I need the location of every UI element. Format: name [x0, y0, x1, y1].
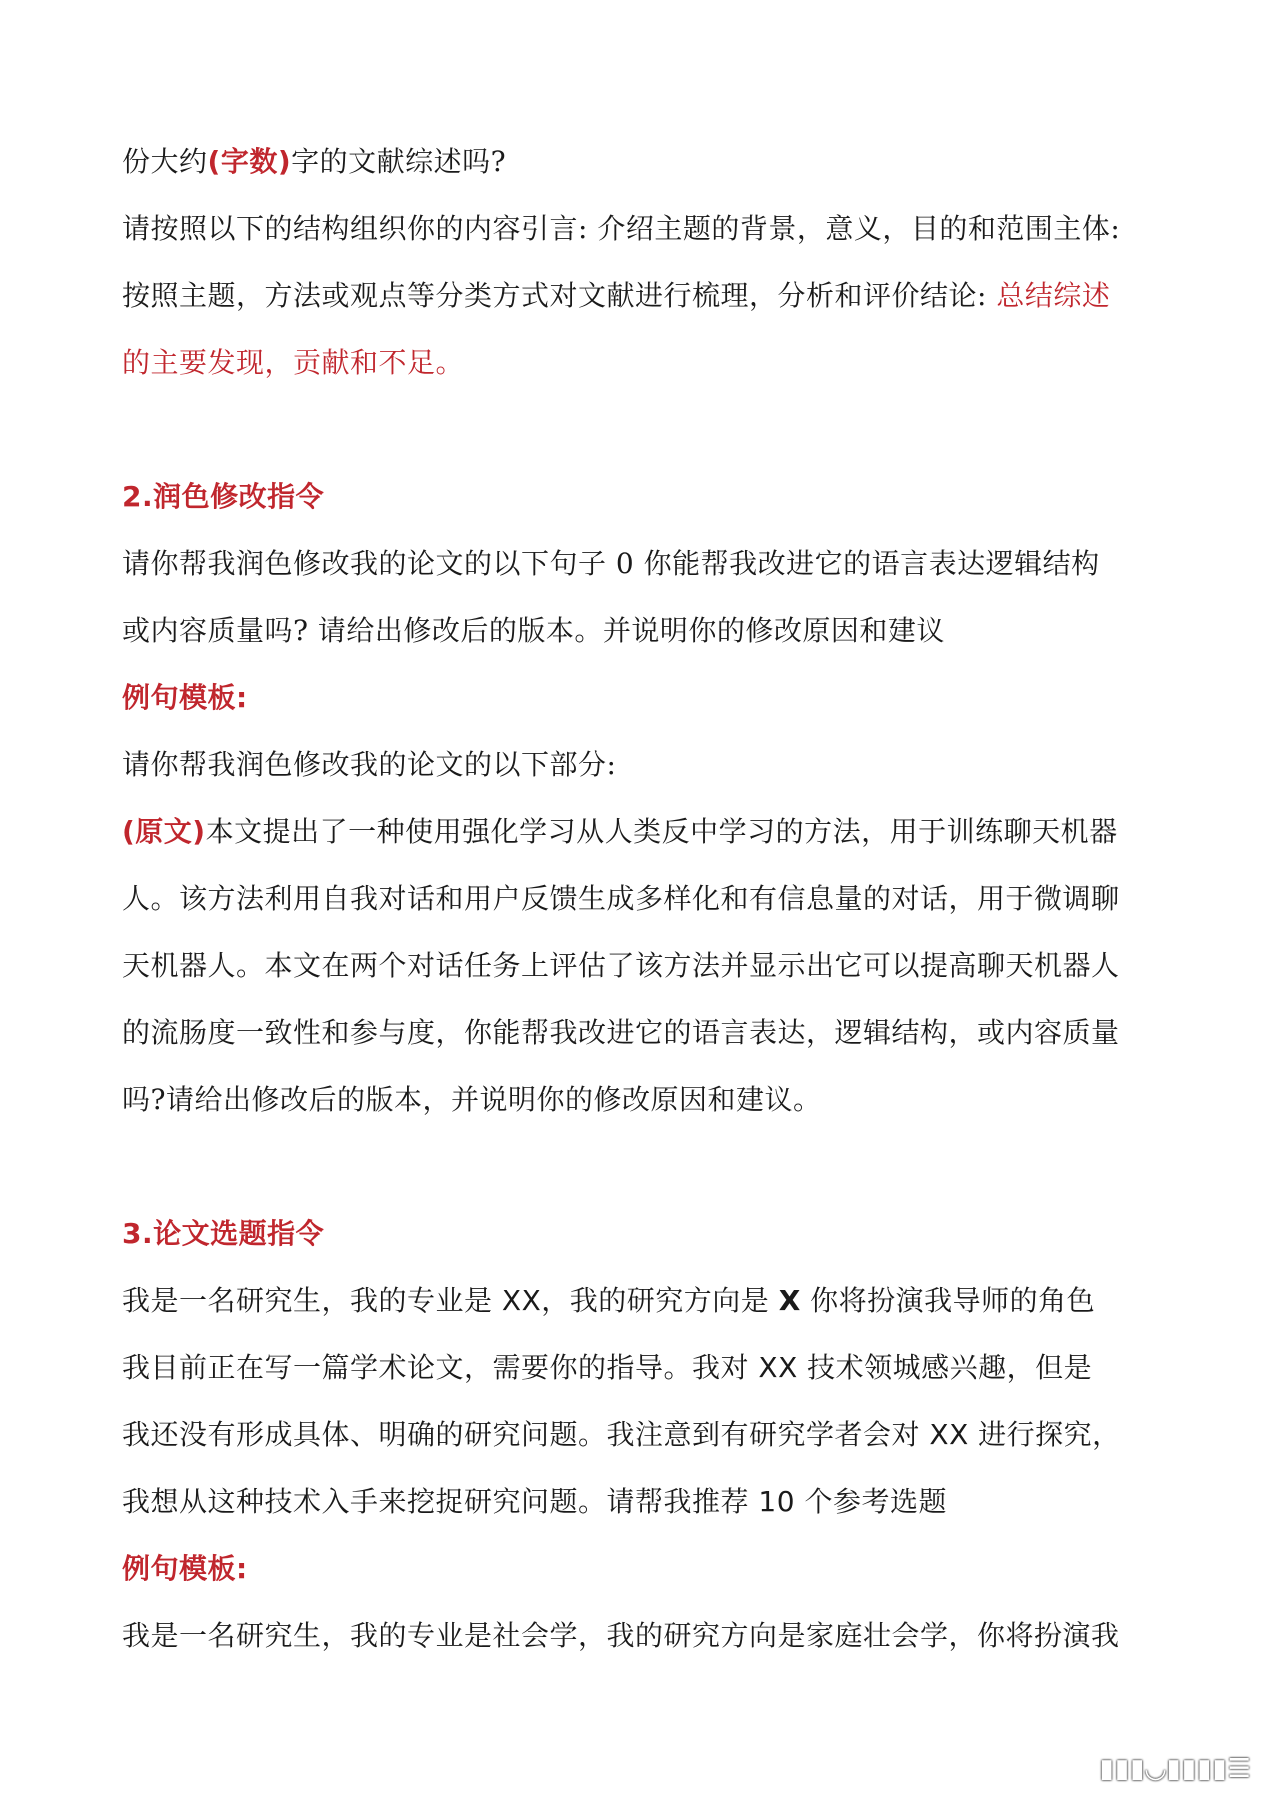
s3-line-2 [122, 1334, 1172, 1401]
count-number: 10 [758, 1485, 796, 1518]
placeholder-xx: XX [501, 1284, 542, 1317]
highlight-word-count: (字数) [207, 145, 292, 178]
text: 字的文献综述吗? [291, 145, 507, 178]
text: 份大约 [122, 145, 208, 178]
text: 我是一名研究生，我的专业是 [122, 1284, 502, 1317]
s1-line-3 [122, 262, 1172, 329]
text: 你将扮演我导师的角色 [800, 1284, 1096, 1317]
s1-line-1 [122, 128, 1172, 195]
s2-template-label: 例句模板: [122, 681, 248, 714]
s3-line-4 [122, 1468, 1172, 1535]
placeholder-x: X [778, 1284, 801, 1317]
s1-line-2: 请按照以下的结构组织你的内容引言: 介绍主题的背景，意义，目的和范围主体: [122, 212, 1121, 245]
spacer [122, 1133, 1172, 1200]
highlight-original: (原文) [122, 815, 206, 848]
placeholder-xx: XX [929, 1418, 969, 1451]
s2-template-line-2 [122, 798, 1172, 865]
spacer [122, 396, 1172, 463]
text: 个参考选题 [795, 1485, 947, 1518]
text: 我想从这种技术入手来挖捉研究问题。请帮我推荐 [122, 1485, 759, 1518]
s3-line-3 [122, 1401, 1172, 1468]
s3-template-line-1: 我是一名研究生，我的专业是社会学，我的研究方向是家庭壮会学，你将扮演我 [122, 1619, 1120, 1652]
s1-line-4: 的主要发现，贡献和不足。 [122, 346, 465, 379]
s3-template-label: 例句模板: [122, 1552, 248, 1585]
text: ，我的研究方向是 [541, 1284, 779, 1317]
section-3-heading: 3.论文选题指令 [122, 1217, 325, 1250]
highlight-conclusion: 总结综述 [996, 279, 1111, 312]
text: 我还没有形成具体、明确的研究问题。我注意到有研究学者会对 [122, 1418, 930, 1451]
s2-template-line-5: 的流肠度一致性和参与度，你能帮我改进它的语言表达，逻辑结构，或内容质量 [122, 1016, 1120, 1049]
s2-line-1: 请你帮我润色修改我的论文的以下句子 0 你能帮我改进它的语言表达逻辑结构 [122, 547, 1100, 580]
text: 进行探究， [968, 1418, 1121, 1451]
s2-line-2: 或内容质量吗? 请给出修改后的版本。并说明你的修改原因和建议 [122, 614, 945, 647]
text: 技术领城感兴趣，但是 [797, 1351, 1093, 1384]
s2-template-line-3: 人。该方法利用自我对话和用户反馈生成多样化和有信息量的对话，用于微调聊 [122, 882, 1120, 915]
s3-line-1 [122, 1267, 1172, 1334]
watermark-icon: ▮▮▮◡▮▮▮▮☰ [1099, 1754, 1252, 1784]
text: 按照主题，方法或观点等分类方式对文献进行梳理，分析和评价结论: [122, 279, 997, 312]
document-page [122, 128, 1172, 1669]
s2-template-line-4: 天机器人。本文在两个对话任务上评估了该方法并显示出它可以提高聊天机器人 [122, 949, 1120, 982]
section-2-heading: 2.润色修改指令 [122, 480, 325, 513]
text: 本文提出了一种使用强化学习从人类反中学习的方法，用于训练聊天机器 [205, 815, 1118, 848]
s2-template-line-6: 吗?请给出修改后的版本，并说明你的修改原因和建议。 [122, 1083, 822, 1116]
placeholder-xx: XX [758, 1351, 798, 1384]
text: 我目前正在写一篇学术论文，需要你的指导。我对 [122, 1351, 759, 1384]
s2-template-line-1: 请你帮我润色修改我的论文的以下部分: [122, 748, 617, 781]
